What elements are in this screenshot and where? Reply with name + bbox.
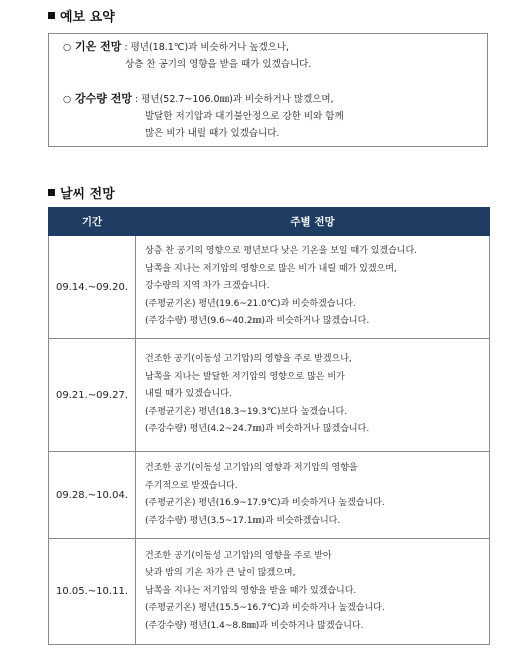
weekly-forecast-table [48,207,490,645]
summary-heading [48,6,115,25]
outlook-line: (주평균기온) 평년(16.9~17.9℃)과 비슷하거나 높겠습니다. [145,498,385,508]
outlook-line: 남쪽을 지나는 저기압의 영향으로 많은 비가 내릴 때가 있겠으며, [145,263,397,274]
outlook-line: (주평균기온) 평년(19.6~21.0℃)과 비슷하겠습니다. [145,298,356,309]
table-row [49,339,490,452]
outlook-line: 건조한 공기(이동성 고기압)의 영향을 주로 받겠으나, [145,354,352,365]
table-header-row [49,208,490,236]
outlook-line: (주강수량) 평년(9.6~40.2㎜)과 비슷하거나 많겠습니다. [145,316,370,327]
period-cell: 09.21.~09.27. [49,339,136,452]
circle-bullet-icon: ○ [63,42,72,53]
outlook-line: 건조한 공기(이동성 고기압)의 영향을 주로 받아 [145,550,332,561]
outlook-line: 주기적으로 받겠습니다. [145,480,238,491]
weather-heading-text: 날씨 전망 [60,187,115,202]
summary-line: 발달한 저기압과 대기불안정으로 강한 비와 함께 [145,111,344,122]
precipitation-outlook: ○ 강수량 전망 : 평년(52.7~106.0㎜)과 비슷하거나 많겠으며, 발달한 저기압과 대기불안정으로 강한 비와 함께 많은 비가 내릴 때가 있겠습니다. [63,90,344,142]
outlook-line: 건조한 공기(이동성 고기압)의 영향과 저기압의 영향을 [145,463,358,473]
outlook-cell [136,452,490,539]
outlook-cell [136,539,490,645]
circle-bullet-icon: ○ [63,94,72,105]
outlook-line: (주강수량) 평년(1.4~8.8㎜)과 비슷하거나 많겠습니다. [145,620,364,631]
table-row [49,539,490,645]
outlook-cell [136,339,490,452]
summary-line: 많은 비가 내릴 때가 있겠습니다. [145,128,280,139]
temperature-outlook: ○ 기온 전망 : 평년(18.1℃)과 비슷하거나 높겠으나, 상층 찬 공기의 영향을 받을 때가 있겠습니다. [63,38,311,73]
outlook-line: 내릴 때가 있겠습니다. [145,389,232,400]
summary-box [48,33,488,147]
period-cell: 09.28.~10.04. [49,452,136,539]
outlook-line: (주평균기온) 평년(18.3~19.3℃)보다 높겠습니다. [145,406,348,417]
summary-line: 평년(18.1℃)과 비슷하거나 높겠으나, [130,42,290,53]
column-header-period: 기간 [49,208,136,236]
summary-heading-text: 예보 요약 [60,10,115,25]
table-row [49,236,490,339]
outlook-line: 낮과 밤의 기온 차가 큰 날이 많겠으며, [145,568,296,579]
outlook-line: 남쪽을 지나는 저기압의 영향을 받을 때가 있겠습니다. [145,585,357,596]
outlook-line: 남쪽을 지나는 발달한 저기압의 영향으로 많은 비가 [145,371,345,382]
precipitation-outlook-label: 강수량 전망 [75,92,132,105]
square-bullet-icon [48,12,55,19]
table-row [49,452,490,539]
column-header-outlook: 주별 전망 [136,208,490,236]
weather-heading [48,183,115,202]
outlook-line: 강수량의 지역 차가 크겠습니다. [145,281,270,292]
outlook-line: (주강수량) 평년(4.2~24.7㎜)과 비슷하거나 많겠습니다. [145,424,370,435]
summary-line: 평년(52.7~106.0㎜)과 비슷하거나 많겠으며, [141,94,334,105]
summary-line: 상층 찬 공기의 영향을 받을 때가 있겠습니다. [125,59,312,70]
outlook-cell [136,236,490,339]
period-cell: 10.05.~10.11. [49,539,136,645]
outlook-line: (주평균기온) 평년(15.5~16.7℃)과 비슷하거나 높겠습니다. [145,603,385,614]
outlook-line: 상층 찬 공기의 영향으로 평년보다 낮은 기온을 보일 때가 있겠습니다. [145,246,418,257]
temperature-outlook-label: 기온 전망 [75,40,122,53]
outlook-line: (주강수량) 평년(3.5~17.1㎜)과 비슷하겠습니다. [145,515,341,526]
square-bullet-icon [48,189,55,196]
period-cell: 09.14.~09.20. [49,236,136,339]
